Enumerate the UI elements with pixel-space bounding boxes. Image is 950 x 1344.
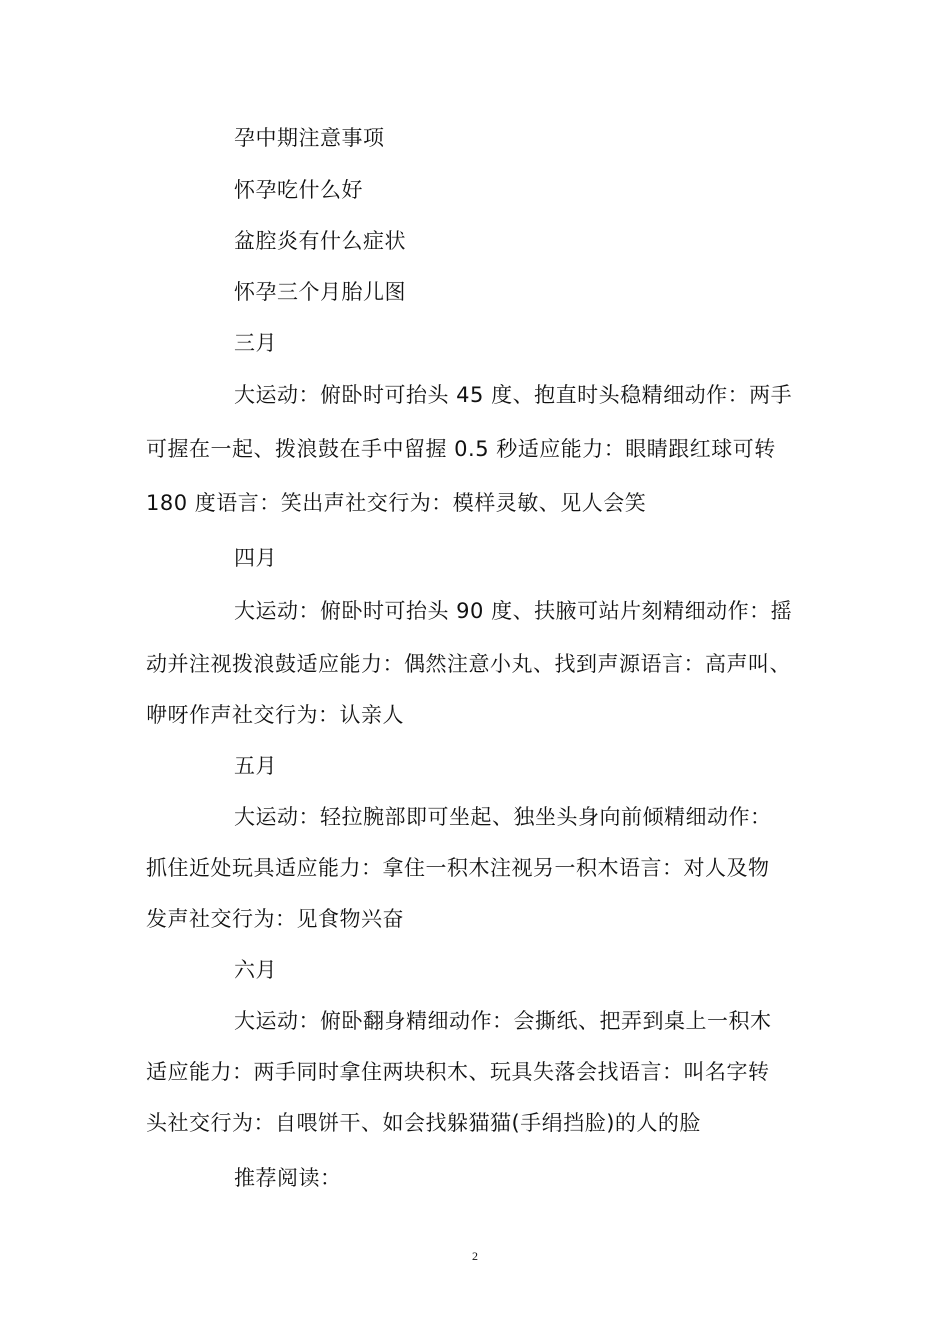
related-link-4[interactable]: 怀孕三个月胎儿图 xyxy=(234,280,406,304)
paragraph-june-line: 适应能力：两手同时拿住两块积木、玩具失落会找语言：叫名字转 xyxy=(146,1060,770,1084)
paragraph-may-line: 抓住近处玩具适应能力：拿住一积木注视另一积木语言：对人及物 xyxy=(146,856,770,880)
paragraph-march-line: 可握在一起、拨浪鼓在手中留握 0.5 秒适应能力：眼睛跟红球可转 xyxy=(146,437,776,461)
page-number: 2 xyxy=(472,1249,478,1263)
section-heading-april: 四月 xyxy=(234,546,277,570)
recommended-reading-label: 推荐阅读： xyxy=(234,1166,342,1190)
paragraph-june-line: 头社交行为：自喂饼干、如会找躲猫猫(手绢挡脸)的人的脸 xyxy=(146,1111,701,1135)
related-link-3[interactable]: 盆腔炎有什么症状 xyxy=(234,229,406,253)
paragraph-april-line: 大运动：俯卧时可抬头 90 度、扶腋可站片刻精细动作：摇 xyxy=(234,599,793,623)
related-link-2[interactable]: 怀孕吃什么好 xyxy=(234,178,363,202)
section-heading-may: 五月 xyxy=(234,754,277,778)
related-link-1[interactable]: 孕中期注意事项 xyxy=(234,126,385,150)
paragraph-march-line: 大运动：俯卧时可抬头 45 度、抱直时头稳精细动作：两手 xyxy=(234,383,793,407)
paragraph-april-line: 咿呀作声社交行为：认亲人 xyxy=(146,703,404,727)
paragraph-may-line: 大运动：轻拉腕部即可坐起、独坐头身向前倾精细动作： xyxy=(234,805,772,829)
paragraph-april-line: 动并注视拨浪鼓适应能力：偶然注意小丸、找到声源语言：高声叫、 xyxy=(146,652,791,676)
paragraph-june-line: 大运动：俯卧翻身精细动作：会撕纸、把弄到桌上一积木 xyxy=(234,1009,772,1033)
paragraph-march-line: 180 度语言：笑出声社交行为：模样灵敏、见人会笑 xyxy=(146,491,647,515)
paragraph-may-line: 发声社交行为：见食物兴奋 xyxy=(146,907,404,931)
section-heading-march: 三月 xyxy=(234,331,277,355)
section-heading-june: 六月 xyxy=(234,958,277,982)
